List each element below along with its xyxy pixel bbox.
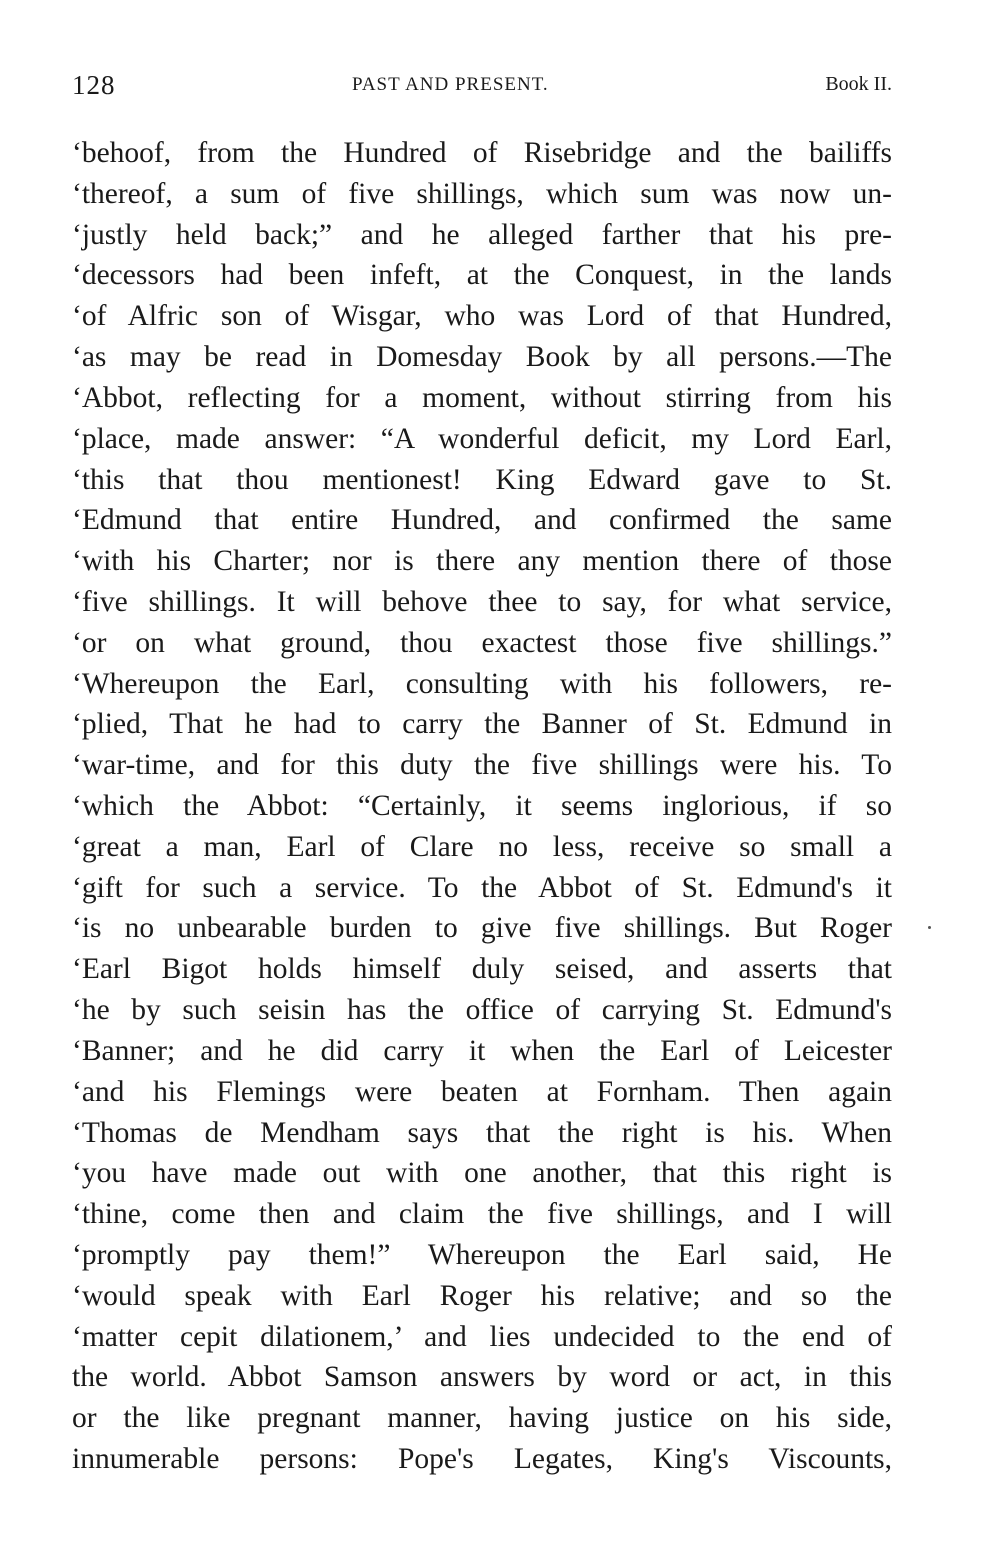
text-line: ‘which the Abbot: “Certainly, it seems inglorious, if so [72,790,892,822]
text-line: the world. Abbot Samson answers by word or act, in this [72,1361,892,1394]
text-line: ‘five shillings. It will behove thee to say, for what service, [72,585,892,618]
text-line: ‘he by such seisin has the office of carrying St. Edmund's [72,994,892,1027]
book-label: Book II. [825,73,892,95]
text-line: ‘with his Charter; nor is there any mention there of those [72,545,892,578]
text-line: ‘promptly pay them!” Whereupon the Earl said, He [72,1238,892,1271]
text-line: or the like pregnant manner, having justice on his side, [72,1402,892,1435]
text-line: ‘you have made out with one another, that this right is [72,1157,892,1190]
text-line: ‘matter cepit dilationem,’ and lies undecided to the end of [72,1320,892,1353]
text-line: ‘plied, That he had to carry the Banner of St. Edmund in [72,708,892,741]
text-line: ‘Thomas de Mendham says that the right is his. When [72,1116,892,1149]
text-line: ‘thereof, a sum of five shillings, which sum was now un- [72,177,892,210]
text-line: ‘Abbot, reflecting for a moment, without stirring from his [72,381,892,414]
text-line: ‘Edmund that entire Hundred, and confirmed the same [72,504,892,537]
text-line: ‘gift for such a service. To the Abbot of St. Edmund's it [72,871,892,904]
text-line: ‘war-time, and for this duty the five shillings were his. To [72,749,892,782]
text-line: ‘Earl Bigot holds himself duly seised, and asserts that [72,953,892,986]
text-line: ‘great a man, Earl of Clare no less, receive so small a [72,830,892,863]
text-line: ‘of Alfric son of Wisgar, who was Lord of that Hundred, [72,300,892,333]
text-line: ‘thine, come then and claim the five shillings, and I will [72,1198,892,1231]
text-line: ‘is no unbearable burden to give five shillings. But Roger [72,912,892,945]
page-number: 128 [72,70,116,100]
text-line: ‘behoof, from the Hundred of Risebridge and the bailiffs [72,137,892,169]
text-line: ‘would speak with Earl Roger his relative; and so the [72,1279,892,1312]
ink-speck [928,926,931,929]
text-line: ‘or on what ground, thou exactest those five shillings.” [72,626,892,659]
text-line: ‘Banner; and he did carry it when the Earl of Leicester [72,1034,892,1067]
running-title: PAST AND PRESENT. [352,74,549,95]
text-line: ‘and his Flemings were beaten at Fornham. Then again [72,1075,892,1108]
text-line: ‘decessors had been infeft, at the Conquest, in the lands [72,259,892,292]
text-line: ‘this that thou mentionest! King Edward gave to St. [72,463,892,496]
text-line: ‘justly held back;” and he alleged farther that his pre- [72,218,892,251]
text-line: ‘as may be read in Domesday Book by all persons.—The [72,341,892,374]
text-line: innumerable persons: Pope's Legates, King's Viscounts, [72,1443,892,1475]
running-head [72,70,892,104]
text-line: ‘Whereupon the Earl, consulting with his followers, re- [72,667,892,700]
text-line: ‘place, made answer: “A wonderful deficit, my Lord Earl, [72,422,892,455]
body-text [72,133,892,1480]
